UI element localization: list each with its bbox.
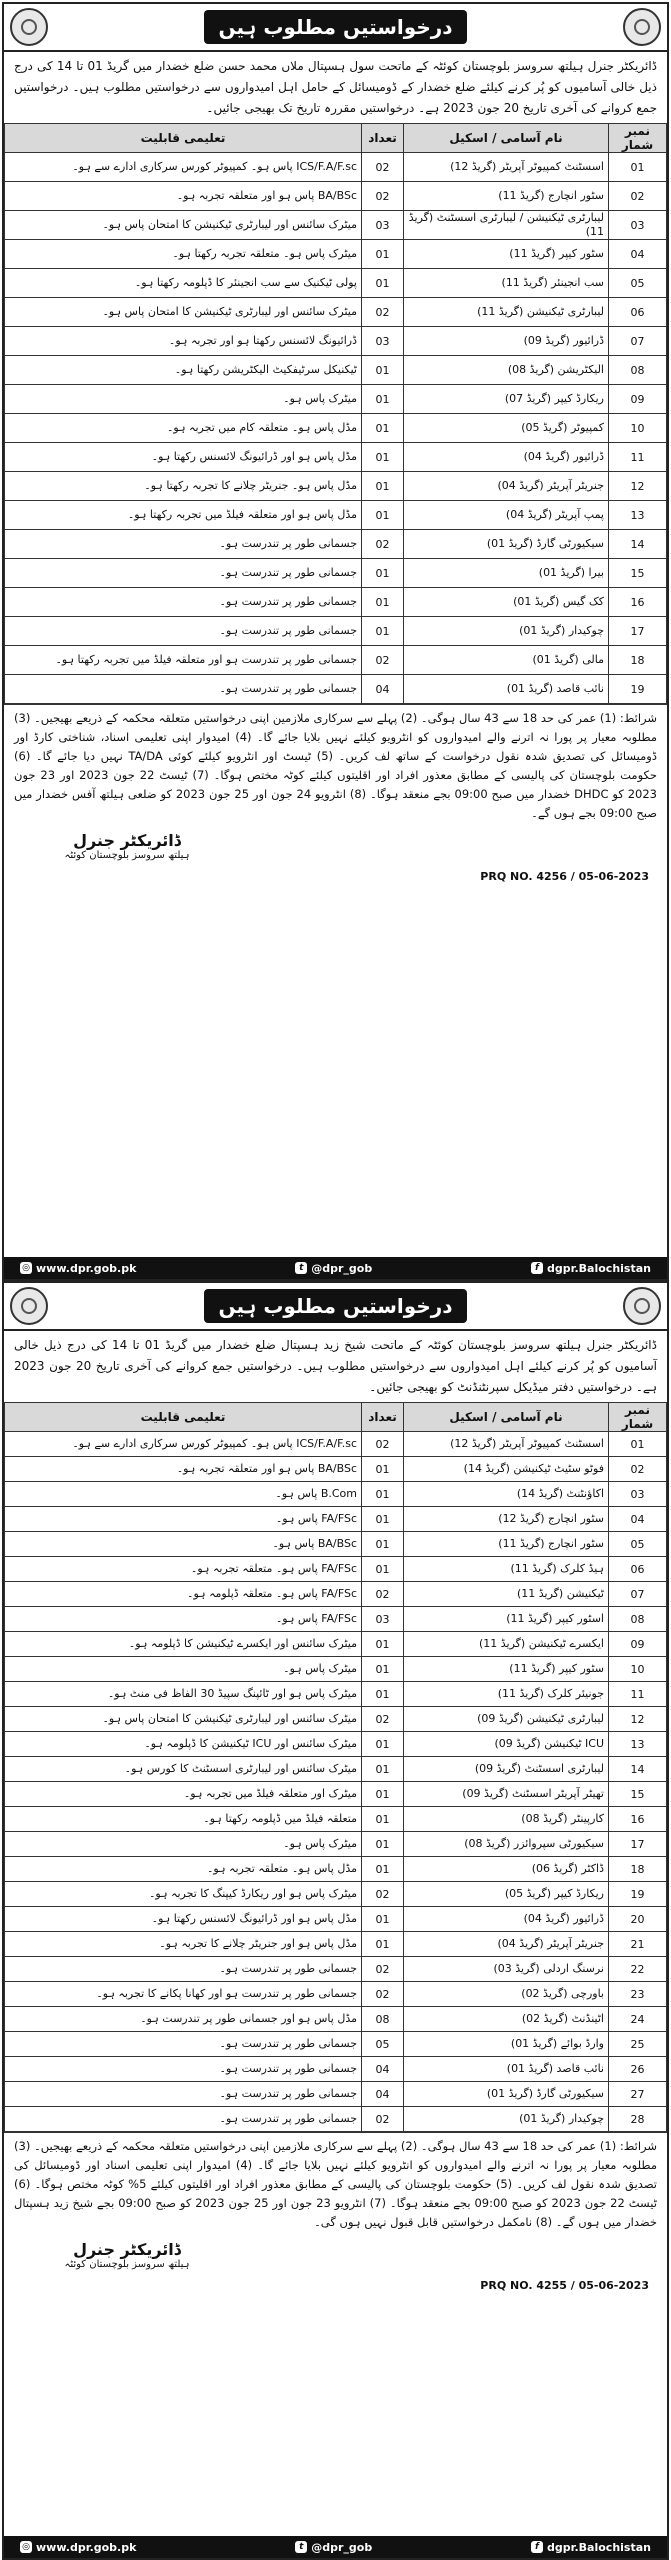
post-name: لیبارٹری ٹیکنیشن (گریڈ 11) xyxy=(404,298,609,327)
post-quantity: 02 xyxy=(362,1982,404,2007)
post-name: اسسٹنٹ کمپیوٹر آپریٹر (گریڈ 12) xyxy=(404,153,609,182)
post-name: کمپیوٹر (گریڈ 05) xyxy=(404,414,609,443)
facebook-text: dgpr.Balochistan xyxy=(547,2540,651,2554)
post-quantity: 01 xyxy=(362,356,404,385)
qualification: جسمانی طور پر تندرست ہو۔ xyxy=(5,530,362,559)
vacancy-row xyxy=(5,1707,667,1732)
qualification: B.Com پاس ہو۔ xyxy=(5,1482,362,1507)
post-quantity: 03 xyxy=(362,211,404,240)
row-number: 02 xyxy=(609,1457,667,1482)
post-name: لیبارٹری اسسٹنٹ (گریڈ 09) xyxy=(404,1757,609,1782)
qualification: جسمانی طور پر تندرست ہو اور کھانا پکانے کا تجربہ ہو۔ xyxy=(5,1982,362,2007)
vacancy-row xyxy=(5,617,667,646)
post-quantity: 01 xyxy=(362,1657,404,1682)
post-quantity: 01 xyxy=(362,240,404,269)
post-name: اسٹور کیپر (گریڈ 11) xyxy=(404,1607,609,1632)
qualification: مڈل پاس ہو۔ متعلقہ کام میں تجربہ ہو۔ xyxy=(5,414,362,443)
col-header-no: نمبر شمار xyxy=(609,124,667,153)
post-quantity: 08 xyxy=(362,2007,404,2032)
director-subtitle: ہیلتھ سروسز بلوچستان کوئٹہ xyxy=(64,850,190,861)
website-text: www.dpr.gob.pk xyxy=(36,1261,137,1275)
post-quantity: 01 xyxy=(362,1907,404,1932)
prq-number: PRQ NO. 4255 / 05-06-2023 xyxy=(480,2279,649,2292)
vacancy-row xyxy=(5,1857,667,1882)
row-number: 05 xyxy=(609,269,667,298)
post-name: سیکیورٹی گارڈ (گریڈ 01) xyxy=(404,530,609,559)
post-name: کک گیس (گریڈ 01) xyxy=(404,588,609,617)
vacancy-row xyxy=(5,501,667,530)
twitter-link[interactable] xyxy=(295,1262,372,1275)
ad-title: درخواستیں مطلوب ہیں xyxy=(204,1289,467,1323)
twitter-link[interactable] xyxy=(295,2541,372,2554)
qualification: میٹرک سائنس اور لیبارٹری ٹیکنیشن کا امتحان پاس ہو۔ xyxy=(5,211,362,240)
vacancy-row xyxy=(5,559,667,588)
post-quantity: 01 xyxy=(362,472,404,501)
row-number: 08 xyxy=(609,356,667,385)
col-header-post: نام آسامی / اسکیل xyxy=(404,124,609,153)
director-title: ڈائریکٹر جنرل xyxy=(73,2240,181,2259)
qualification: BA/BSc پاس ہو۔ xyxy=(5,1532,362,1557)
row-number: 09 xyxy=(609,1632,667,1657)
row-number: 25 xyxy=(609,2032,667,2057)
job-ad-1 xyxy=(2,2,669,1281)
post-quantity: 04 xyxy=(362,2082,404,2107)
qualification: میٹرک سائنس اور ICU ٹیکنیشن کا ڈپلومہ ہو۔ xyxy=(5,1732,362,1757)
vacancy-row xyxy=(5,1882,667,1907)
government-emblem-icon xyxy=(10,1287,48,1325)
job-ad-2 xyxy=(2,1281,669,2560)
post-quantity: 01 xyxy=(362,1557,404,1582)
row-number: 05 xyxy=(609,1532,667,1557)
vacancy-row xyxy=(5,1907,667,1932)
post-name: سٹور کیپر (گریڈ 11) xyxy=(404,1657,609,1682)
twitter-icon: t xyxy=(295,2541,307,2553)
vacancy-row xyxy=(5,1457,667,1482)
row-number: 12 xyxy=(609,472,667,501)
vacancy-row xyxy=(5,240,667,269)
post-name: ڈرائیور (گریڈ 09) xyxy=(404,327,609,356)
qualification: جسمانی طور پر تندرست ہو۔ xyxy=(5,1957,362,1982)
qualification: FA/FSc پاس ہو۔ xyxy=(5,1607,362,1632)
post-quantity: 01 xyxy=(362,1632,404,1657)
vacancy-row xyxy=(5,1782,667,1807)
row-number: 11 xyxy=(609,1682,667,1707)
row-number: 20 xyxy=(609,1907,667,1932)
qualification: مڈل پاس ہو اور ڈرائیونگ لائسنس رکھتا ہو۔ xyxy=(5,1907,362,1932)
director-signature xyxy=(22,831,232,861)
post-quantity: 04 xyxy=(362,675,404,704)
vacancy-row xyxy=(5,2082,667,2107)
director-subtitle: ہیلتھ سروسز بلوچستان کوئٹہ xyxy=(64,2259,190,2270)
vacancy-row xyxy=(5,298,667,327)
row-number: 06 xyxy=(609,298,667,327)
government-emblem-icon xyxy=(623,8,661,46)
qualification: متعلقہ فیلڈ میں ڈپلومہ رکھتا ہو۔ xyxy=(5,1807,362,1832)
row-number: 01 xyxy=(609,153,667,182)
qualification: میٹرک سائنس اور لیبارٹری ٹیکنیشن کا امتحان پاس ہو۔ xyxy=(5,298,362,327)
post-quantity: 02 xyxy=(362,646,404,675)
vacancy-row xyxy=(5,1482,667,1507)
website-link[interactable] xyxy=(20,1262,136,1275)
post-quantity: 01 xyxy=(362,1857,404,1882)
vacancy-row xyxy=(5,2007,667,2032)
col-header-qty: تعداد xyxy=(362,124,404,153)
post-quantity: 01 xyxy=(362,1832,404,1857)
qualification: میٹرک پاس ہو۔ xyxy=(5,385,362,414)
post-name: جنریٹر آپریٹر (گریڈ 04) xyxy=(404,472,609,501)
ad-intro: ڈائریکٹر جنرل ہیلتھ سروسز بلوچستان کوئٹہ کے ماتحت شیخ زید ہسپتال ضلع خضدار میں گریڈ 01 تا 14 کی درج ذیل خالی آسامیوں کو پُر کرنے کیلئے اہل امیدواروں سے درخواستیں مطلوب ہیں۔ درخواستیں جمع کروانے کی آخری تاریخ 20 جون 2023 ہے۔ درخواستیں دفتر میڈیکل سپرنٹنڈنٹ کو بھیجی جائیں۔ xyxy=(14,1338,657,1394)
vacancy-row xyxy=(5,1807,667,1832)
row-number: 10 xyxy=(609,414,667,443)
post-name: ڈرائیور (گریڈ 04) xyxy=(404,1907,609,1932)
ad-header xyxy=(4,1283,667,1331)
post-quantity: 01 xyxy=(362,385,404,414)
qualification: ICS/F.A/F.sc پاس ہو۔ کمپیوٹر کورس سرکاری ادارے سے ہو۔ xyxy=(5,153,362,182)
post-name: لیبارٹری ٹیکنیشن (گریڈ 09) xyxy=(404,1707,609,1732)
vacancy-row xyxy=(5,1532,667,1557)
qualification: جسمانی طور پر تندرست ہو۔ xyxy=(5,2057,362,2082)
vacancy-rows xyxy=(5,153,667,704)
vacancy-row xyxy=(5,1757,667,1782)
qualification: FA/FSc پاس ہو۔ xyxy=(5,1507,362,1532)
director-signature xyxy=(22,2240,232,2270)
vacancy-row xyxy=(5,1607,667,1632)
vacancy-row xyxy=(5,182,667,211)
post-name: ریکارڈ کیپر (گریڈ 05) xyxy=(404,1882,609,1907)
website-text: www.dpr.gob.pk xyxy=(36,2540,137,2554)
col-header-qual: تعلیمی قابلیت xyxy=(5,124,362,153)
row-number: 07 xyxy=(609,327,667,356)
post-name: چوکیدار (گریڈ 01) xyxy=(404,2107,609,2132)
row-number: 16 xyxy=(609,588,667,617)
row-number: 14 xyxy=(609,530,667,559)
qualification: میٹرک سائنس اور لیبارٹری ٹیکنیشن کا امتحان پاس ہو۔ xyxy=(5,1707,362,1732)
post-name: سٹور انچارج (گریڈ 11) xyxy=(404,1532,609,1557)
vacancy-row xyxy=(5,2032,667,2057)
post-name: وارڈ بوائے (گریڈ 01) xyxy=(404,2032,609,2057)
row-number: 04 xyxy=(609,1507,667,1532)
row-number: 23 xyxy=(609,1982,667,2007)
post-quantity: 01 xyxy=(362,1807,404,1832)
post-name: ایکسرے ٹیکنیشن (گریڈ 11) xyxy=(404,1632,609,1657)
post-quantity: 02 xyxy=(362,182,404,211)
row-number: 26 xyxy=(609,2057,667,2082)
post-quantity: 01 xyxy=(362,1932,404,1957)
vacancy-row xyxy=(5,588,667,617)
row-number: 22 xyxy=(609,1957,667,1982)
qualification: میٹرک سائنس اور لیبارٹری اسسٹنٹ کا کورس ہو۔ xyxy=(5,1757,362,1782)
qualification: مڈل پاس ہو اور ڈرائیونگ لائسنس رکھتا ہو۔ xyxy=(5,443,362,472)
vacancy-row xyxy=(5,1832,667,1857)
post-quantity: 02 xyxy=(362,298,404,327)
vacancy-row xyxy=(5,1957,667,1982)
qualification: جسمانی طور پر تندرست ہو۔ xyxy=(5,675,362,704)
vacancy-rows xyxy=(5,1432,667,2132)
row-number: 13 xyxy=(609,501,667,530)
twitter-icon: t xyxy=(295,1262,307,1274)
post-quantity: 03 xyxy=(362,327,404,356)
post-quantity: 01 xyxy=(362,1757,404,1782)
post-name: نائب قاصد (گریڈ 01) xyxy=(404,2057,609,2082)
post-name: سیکیورٹی سپروائزر (گریڈ 08) xyxy=(404,1832,609,1857)
row-number: 21 xyxy=(609,1932,667,1957)
ad-title: درخواستیں مطلوب ہیں xyxy=(204,10,467,44)
post-name: تھیٹر آپریٹر اسسٹنٹ (گریڈ 09) xyxy=(404,1782,609,1807)
qualification: جسمانی طور پر تندرست ہو اور متعلقہ فیلڈ میں تجربہ رکھتا ہو۔ xyxy=(5,646,362,675)
ad-terms: شرائط: (1) عمر کی حد 18 سے 43 سال ہوگی۔ (2) پہلے سے سرکاری ملازمین اپنی درخواستیں متعلقہ محکمہ کے ذریعے بھیجیں۔ (3) مطلوبہ معیار پر پورا نہ اترنے والے امیدواروں کو انٹرویو کیلئے نہیں بلایا جائے گا۔ (4) امیدوار اپنی تعلیمی اسناد اور ڈومیسائل کی تصدیق شدہ نقول لف کریں۔ (5) حکومت بلوچستان کی پالیسی کے مطابق معذور افراد اور اقلیتوں کیلئے 5% کوٹہ مختص ہوگا۔ (6) ٹیسٹ 22 جون 2023 کو صبح 09:00 بجے منعقد ہوگا۔ (7) انٹرویو 23 جون اور 25 جون 2023 کو صبح 09:00 بجے شیخ زید ہسپتال خضدار میں ہوں گے۔ (8) نامکمل درخواستیں قابل قبول نہیں ہوں گی۔ xyxy=(4,2132,667,2236)
qualification: میٹرک پاس ہو۔ xyxy=(5,1832,362,1857)
post-name: کارپینٹر (گریڈ 08) xyxy=(404,1807,609,1832)
facebook-link[interactable] xyxy=(531,1262,651,1275)
post-name: سٹور انچارج (گریڈ 12) xyxy=(404,1507,609,1532)
qualification: FA/FSc پاس ہو۔ متعلقہ تجربہ ہو۔ xyxy=(5,1557,362,1582)
government-emblem-icon xyxy=(623,1287,661,1325)
post-quantity: 02 xyxy=(362,1882,404,1907)
facebook-icon: f xyxy=(531,1262,543,1274)
qualification: میٹرک اور متعلقہ فیلڈ میں تجربہ ہو۔ xyxy=(5,1782,362,1807)
row-number: 10 xyxy=(609,1657,667,1682)
vacancy-row xyxy=(5,646,667,675)
post-name: سب انجینئر (گریڈ 11) xyxy=(404,269,609,298)
qualification: ڈرائیونگ لائسنس رکھتا ہو اور تجربہ ہو۔ xyxy=(5,327,362,356)
row-number: 17 xyxy=(609,1832,667,1857)
post-name: سٹور انچارج (گریڈ 11) xyxy=(404,182,609,211)
qualification: BA/BSc پاس ہو اور متعلقہ تجربہ ہو۔ xyxy=(5,182,362,211)
qualification: پولی ٹیکنیک سے سب انجینئر کا ڈپلومہ رکھتا ہو۔ xyxy=(5,269,362,298)
post-name: مالی (گریڈ 01) xyxy=(404,646,609,675)
post-name: چوکیدار (گریڈ 01) xyxy=(404,617,609,646)
row-number: 18 xyxy=(609,646,667,675)
qualification: ICS/F.A/F.sc پاس ہو۔ کمپیوٹر کورس سرکاری ادارے سے ہو۔ xyxy=(5,1432,362,1457)
post-quantity: 02 xyxy=(362,1707,404,1732)
vacancy-row xyxy=(5,1682,667,1707)
qualification: میٹرک سائنس اور ایکسرے ٹیکنیشن کا ڈپلومہ ہو۔ xyxy=(5,1632,362,1657)
col-header-no: نمبر شمار xyxy=(609,1403,667,1432)
post-quantity: 01 xyxy=(362,1532,404,1557)
col-header-qual: تعلیمی قابلیت xyxy=(5,1403,362,1432)
row-number: 06 xyxy=(609,1557,667,1582)
post-quantity: 02 xyxy=(362,153,404,182)
facebook-link[interactable] xyxy=(531,2541,651,2554)
vacancy-row xyxy=(5,2057,667,2082)
vacancy-row xyxy=(5,1507,667,1532)
qualification: ٹیکنیکل سرٹیفکیٹ الیکٹریشن رکھتا ہو۔ xyxy=(5,356,362,385)
vacancy-row xyxy=(5,472,667,501)
qualification: میٹرک پاس ہو۔ xyxy=(5,1657,362,1682)
vacancy-row xyxy=(5,327,667,356)
row-number: 07 xyxy=(609,1582,667,1607)
col-header-post: نام آسامی / اسکیل xyxy=(404,1403,609,1432)
post-name: اٹینڈنٹ (گریڈ 02) xyxy=(404,2007,609,2032)
facebook-icon: f xyxy=(531,2541,543,2553)
row-number: 04 xyxy=(609,240,667,269)
qualification: مڈل پاس ہو اور جنریٹر چلانے کا تجربہ ہو۔ xyxy=(5,1932,362,1957)
row-number: 14 xyxy=(609,1757,667,1782)
row-number: 19 xyxy=(609,1882,667,1907)
post-quantity: 01 xyxy=(362,1482,404,1507)
ad-terms: شرائط: (1) عمر کی حد 18 سے 43 سال ہوگی۔ (2) پہلے سے سرکاری ملازمین اپنی درخواستیں متعلقہ محکمہ کے ذریعے بھیجیں۔ (3) مطلوبہ معیار پر پورا نہ اترنے والے امیدواروں کو انٹرویو کیلئے نہیں بلایا جائے گا۔ (4) امیدوار اپنی تعلیمی اسناد، شناختی کارڈ اور ڈومیسائل کی تصدیق شدہ نقول درخواست کے ساتھ لف کریں۔ (5) ٹیسٹ اور انٹرویو کیلئے کوئی TA/DA نہیں دیا جائے گا۔ (6) حکومت بلوچستان کی پالیسی کے مطابق معذور افراد اور اقلیتوں کیلئے کوٹہ مختص ہوگا۔ (7) ٹیسٹ 22 جون 2023 اور 23 جون 2023 کو DHDC خضدار میں صبح 09:00 بجے منعقد ہوگا۔ (8) انٹرویو 24 جون اور 25 جون 2023 کو ضلعی ہیلتھ آفس خضدار میں صبح 09:00 بجے ہوں گے۔ xyxy=(4,704,667,827)
post-name: ٹیکنیشن (گریڈ 11) xyxy=(404,1582,609,1607)
vacancy-row xyxy=(5,2107,667,2132)
post-quantity: 01 xyxy=(362,414,404,443)
ad-footer xyxy=(4,1257,667,1279)
row-number: 03 xyxy=(609,211,667,240)
twitter-text: @dpr_gob xyxy=(311,1261,373,1275)
post-name: باورچی (گریڈ 02) xyxy=(404,1982,609,2007)
post-quantity: 01 xyxy=(362,559,404,588)
col-header-qty: تعداد xyxy=(362,1403,404,1432)
post-quantity: 02 xyxy=(362,1432,404,1457)
vacancy-row xyxy=(5,675,667,704)
row-number: 28 xyxy=(609,2107,667,2132)
qualification: مڈل پاس ہو اور متعلقہ فیلڈ میں تجربہ رکھتا ہو۔ xyxy=(5,501,362,530)
post-name: سٹور کیپر (گریڈ 11) xyxy=(404,240,609,269)
qualification: جسمانی طور پر تندرست ہو۔ xyxy=(5,559,362,588)
post-name: ڈاکٹر (گریڈ 06) xyxy=(404,1857,609,1882)
vacancy-row xyxy=(5,1732,667,1757)
vacancy-row xyxy=(5,269,667,298)
post-name: ریکارڈ کیپر (گریڈ 07) xyxy=(404,385,609,414)
post-quantity: 01 xyxy=(362,1457,404,1482)
vacancy-row xyxy=(5,1982,667,2007)
facebook-text: dgpr.Balochistan xyxy=(547,1261,651,1275)
post-quantity: 03 xyxy=(362,1607,404,1632)
vacancy-row xyxy=(5,153,667,182)
post-name: ڈرائیور (گریڈ 04) xyxy=(404,443,609,472)
post-quantity: 01 xyxy=(362,501,404,530)
row-number: 11 xyxy=(609,443,667,472)
vacancy-table xyxy=(4,123,667,704)
government-emblem-icon xyxy=(10,8,48,46)
vacancy-row xyxy=(5,211,667,240)
qualification: مڈل پاس ہو۔ متعلقہ تجربہ ہو۔ xyxy=(5,1857,362,1882)
row-number: 13 xyxy=(609,1732,667,1757)
row-number: 24 xyxy=(609,2007,667,2032)
post-name: اکاؤنٹنٹ (گریڈ 14) xyxy=(404,1482,609,1507)
vacancy-row xyxy=(5,1932,667,1957)
post-name: لیبارٹری ٹیکنیشن / لیبارٹری اسسٹنٹ (گریڈ 11) xyxy=(404,211,609,240)
post-quantity: 02 xyxy=(362,530,404,559)
post-quantity: 02 xyxy=(362,2107,404,2132)
qualification: جسمانی طور پر تندرست ہو۔ xyxy=(5,2032,362,2057)
row-number: 27 xyxy=(609,2082,667,2107)
website-link[interactable] xyxy=(20,2541,136,2554)
post-quantity: 04 xyxy=(362,2057,404,2082)
qualification: میٹرک پاس ہو اور ٹائپنگ سپیڈ 30 الفاظ فی منٹ ہو۔ xyxy=(5,1682,362,1707)
qualification: جسمانی طور پر تندرست ہو۔ xyxy=(5,617,362,646)
director-title: ڈائریکٹر جنرل xyxy=(73,831,181,850)
vacancy-row xyxy=(5,1557,667,1582)
vacancy-row xyxy=(5,1632,667,1657)
row-number: 02 xyxy=(609,182,667,211)
prq-number: PRQ NO. 4256 / 05-06-2023 xyxy=(480,870,649,883)
vacancy-row xyxy=(5,1432,667,1457)
signature-block xyxy=(4,2236,667,2300)
ad-footer xyxy=(4,2536,667,2558)
post-name: سیکیورٹی گارڈ (گریڈ 01) xyxy=(404,2082,609,2107)
qualification: جسمانی طور پر تندرست ہو۔ xyxy=(5,2082,362,2107)
row-number: 01 xyxy=(609,1432,667,1457)
post-quantity: 01 xyxy=(362,588,404,617)
ad-header xyxy=(4,4,667,52)
vacancy-row xyxy=(5,443,667,472)
qualification: مڈل پاس ہو اور جسمانی طور پر تندرست ہو۔ xyxy=(5,2007,362,2032)
post-quantity: 05 xyxy=(362,2032,404,2057)
post-name: ICU ٹیکنیشن (گریڈ 09) xyxy=(404,1732,609,1757)
vacancy-row xyxy=(5,414,667,443)
post-quantity: 01 xyxy=(362,1507,404,1532)
row-number: 08 xyxy=(609,1607,667,1632)
row-number: 19 xyxy=(609,675,667,704)
vacancy-table xyxy=(4,1402,667,2132)
vacancy-row xyxy=(5,356,667,385)
row-number: 03 xyxy=(609,1482,667,1507)
twitter-text: @dpr_gob xyxy=(311,2540,373,2554)
row-number: 12 xyxy=(609,1707,667,1732)
qualification: جسمانی طور پر تندرست ہو۔ xyxy=(5,588,362,617)
post-name: الیکٹریشن (گریڈ 08) xyxy=(404,356,609,385)
qualification: BA/BSc پاس ہو اور متعلقہ تجربہ ہو۔ xyxy=(5,1457,362,1482)
row-number: 18 xyxy=(609,1857,667,1882)
post-quantity: 01 xyxy=(362,1682,404,1707)
qualification: جسمانی طور پر تندرست ہو۔ xyxy=(5,2107,362,2132)
post-name: فوٹو سٹیٹ ٹیکنیشن (گریڈ 14) xyxy=(404,1457,609,1482)
row-number: 15 xyxy=(609,1782,667,1807)
vacancy-row xyxy=(5,530,667,559)
vacancy-row xyxy=(5,1582,667,1607)
post-quantity: 01 xyxy=(362,1782,404,1807)
post-name: نائب قاصد (گریڈ 01) xyxy=(404,675,609,704)
post-quantity: 01 xyxy=(362,443,404,472)
vacancy-row xyxy=(5,1657,667,1682)
post-quantity: 01 xyxy=(362,617,404,646)
post-quantity: 01 xyxy=(362,269,404,298)
post-quantity: 01 xyxy=(362,1732,404,1757)
vacancy-row xyxy=(5,385,667,414)
post-quantity: 02 xyxy=(362,1957,404,1982)
qualification: FA/FSc پاس ہو۔ متعلقہ ڈپلومہ ہو۔ xyxy=(5,1582,362,1607)
post-name: پمپ آپریٹر (گریڈ 04) xyxy=(404,501,609,530)
post-name: ہیڈ کلرک (گریڈ 11) xyxy=(404,1557,609,1582)
signature-block xyxy=(4,827,667,891)
globe-icon: ◎ xyxy=(20,2541,32,2553)
row-number: 09 xyxy=(609,385,667,414)
post-name: بیرا (گریڈ 01) xyxy=(404,559,609,588)
row-number: 17 xyxy=(609,617,667,646)
row-number: 15 xyxy=(609,559,667,588)
ad-intro: ڈائریکٹر جنرل ہیلتھ سروسز بلوچستان کوئٹہ کے ماتحت سول ہسپتال ملاں محمد حسن ضلع خضدار میں گریڈ 01 تا 14 کی درج ذیل خالی آسامیوں کو پُر کرنے کیلئے ضلع خضدار کے ڈومیسائل کے حامل اہل امیدواروں سے درخواستیں مطلوب ہیں۔ درخواستیں جمع کروانے کی آخری تاریخ 20 جون 2023 ہے۔ درخواستیں مقررہ تاریخ تک بھیجی جائیں۔ xyxy=(14,59,657,115)
post-quantity: 02 xyxy=(362,1582,404,1607)
row-number: 16 xyxy=(609,1807,667,1832)
qualification: میٹرک پاس ہو اور ریکارڈ کیپنگ کا تجربہ ہو۔ xyxy=(5,1882,362,1907)
post-name: نرسنگ اردلی (گریڈ 03) xyxy=(404,1957,609,1982)
globe-icon: ◎ xyxy=(20,1262,32,1274)
post-name: جونیئر کلرک (گریڈ 11) xyxy=(404,1682,609,1707)
post-name: اسسٹنٹ کمپیوٹر آپریٹر (گریڈ 12) xyxy=(404,1432,609,1457)
qualification: میٹرک پاس ہو۔ متعلقہ تجربہ رکھتا ہو۔ xyxy=(5,240,362,269)
post-name: جنریٹر آپریٹر (گریڈ 04) xyxy=(404,1932,609,1957)
qualification: مڈل پاس ہو۔ جنریٹر چلانے کا تجربہ رکھتا ہو۔ xyxy=(5,472,362,501)
